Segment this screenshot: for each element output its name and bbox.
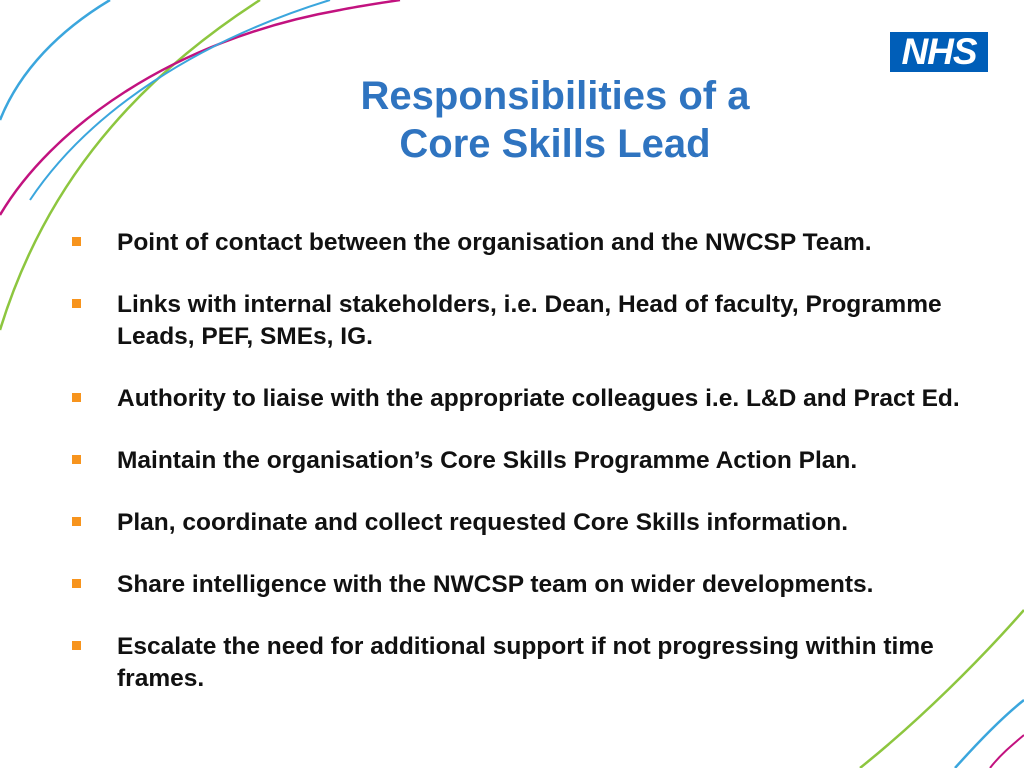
list-item-text: Authority to liaise with the appropriate colleagues i.e. L&D and Pract Ed. — [117, 385, 960, 412]
bullet-square-icon — [72, 579, 81, 588]
list-item-text: Plan, coordinate and collect requested Core Skills information. — [117, 509, 849, 536]
list-item-text: Point of contact between the organisation and the NWCSP Team. — [117, 229, 872, 256]
bullet-square-icon — [72, 641, 81, 650]
bullet-square-icon — [72, 517, 81, 526]
list-item — [72, 289, 1017, 353]
bullet-square-icon — [72, 455, 81, 464]
list-item-text: Share intelligence with the NWCSP team on wider developments. — [117, 571, 874, 598]
bullet-square-icon — [72, 237, 81, 246]
bullet-square-icon — [72, 393, 81, 402]
list-item — [72, 445, 1017, 477]
list-item-text: Maintain the organisation’s Core Skills Programme Action Plan. — [117, 447, 858, 474]
list-item — [72, 569, 1017, 601]
list-item — [72, 631, 1017, 695]
list-item-text: Links with internal stakeholders, i.e. Dean, Head of faculty, Programme Leads, PEF, SMEs, IG. — [117, 291, 942, 350]
responsibilities-list — [72, 227, 1017, 695]
title-line-1: Responsibilities of a — [360, 74, 750, 118]
nhs-logo: NHS — [890, 32, 988, 72]
list-item — [72, 383, 1017, 415]
list-item — [72, 227, 1017, 259]
bullet-square-icon — [72, 299, 81, 308]
title-line-2: Core Skills Lead — [399, 122, 711, 166]
slide-title — [250, 72, 860, 168]
list-item-text: Escalate the need for additional support if not progressing within time frames. — [117, 633, 934, 692]
list-item — [72, 507, 1017, 539]
